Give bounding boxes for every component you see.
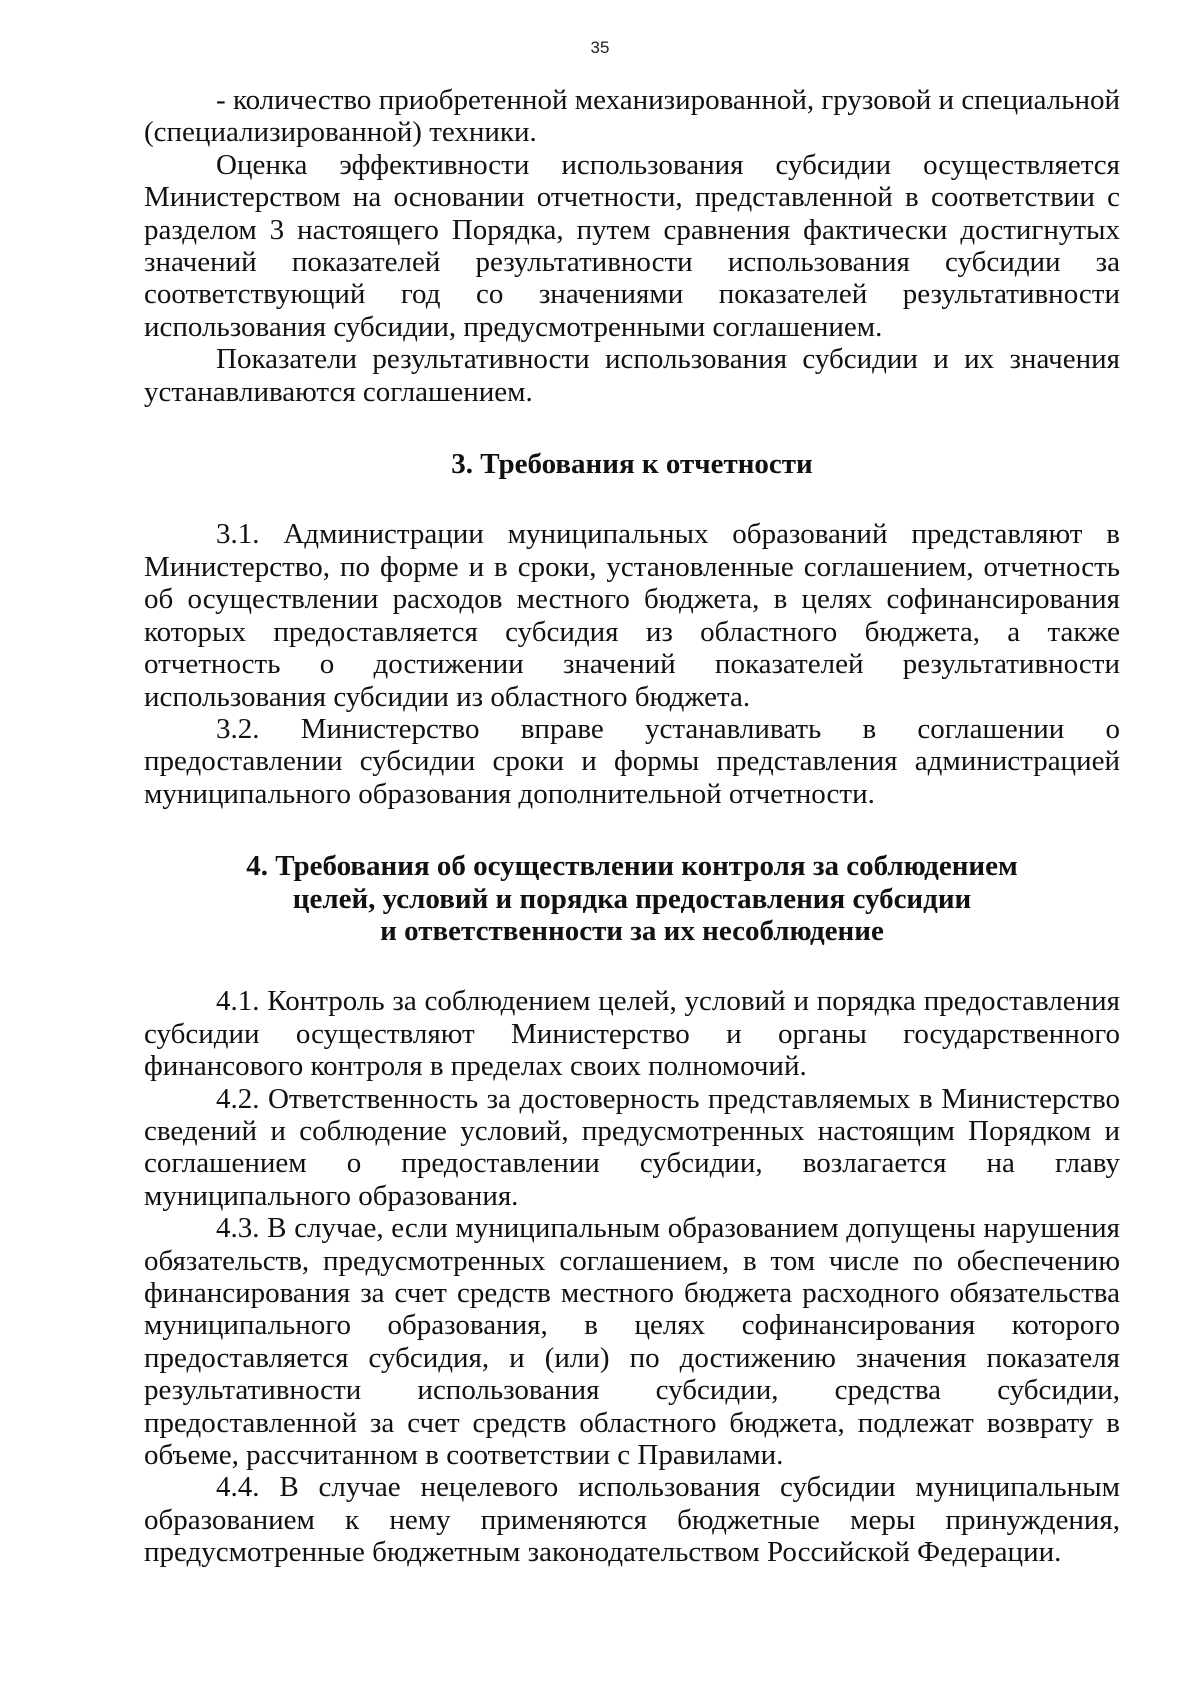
paragraph-3-1: 3.1. Администрации муниципальных образований представляют в Министерство, по форме и в сроки, установленные соглашением, отчетность об осуществлении расходов местного бюджета, в целях софинансирования которых предоставляется субсидия из областного бюджета, а также отчетность о достижении значений показателей результативности использования субсидии из областного бюджета.: [144, 518, 1120, 713]
section-3-heading: 3. Требования к отчетности: [451, 448, 813, 481]
spacer: [144, 947, 1120, 985]
spacer: [144, 408, 1120, 448]
paragraph-4-3: 4.3. В случае, если муниципальным образованием допущены нарушения обязательств, предусмотренных соглашением, в том числе по обеспечению финансирования за счет средств местного бюджета расходного обязательства муниципального образования, в целях софинансирования которого предоставляется субсидия, и (или) по достижению значения показателя результативности использования субсидии, средства субсидии, предоставленной за счет средств областного бюджета, подлежат возврату в объеме, рассчитанном в соответствии с Правилами.: [144, 1212, 1120, 1472]
paragraph-efficiency-evaluation: Оценка эффективности использования субсидии осуществляется Министерством на основании отчетности, представленной в соответствии с разделом 3 настоящего Порядка, путем сравнения фактически достигнутых значений показателей результативности использования субсидии за соответствующий год со значениями показателей результативности использования субсидии, предусмотренными соглашением.: [144, 148, 1120, 343]
paragraph-4-4: 4.4. В случае нецелевого использования субсидии муниципальным образованием к нему применяются бюджетные меры принуждения, предусмотренные бюджетным законодательством Российской Федерации.: [144, 1471, 1120, 1569]
page-number: 35: [590, 38, 610, 57]
paragraph-4-2: 4.2. Ответственность за достоверность представляемых в Министерство сведений и соблюдение условий, предусмотренных настоящим Порядком и соглашением о предоставлении субсидии, возлагается на главу муниципального образования.: [144, 1082, 1120, 1212]
paragraph-indicators: Показатели результативности использования субсидии и их значения устанавливаются соглашением.: [144, 343, 1120, 408]
document-body: [144, 84, 1120, 1569]
paragraph-equipment-count: - количество приобретенной механизированной, грузовой и специальной (специализированной) техники.: [144, 84, 1120, 149]
section-4-heading-line-3: и ответственности за их несоблюдение: [380, 914, 884, 947]
spacer: [144, 810, 1120, 850]
paragraph-4-1: 4.1. Контроль за соблюдением целей, условий и порядка предоставления субсидии осуществляют Министерство и органы государственного финансового контроля в пределах своих полномочий.: [144, 985, 1120, 1083]
section-4-heading-line-2: целей, условий и порядка предоставления субсидии: [292, 882, 972, 915]
paragraph-3-2: 3.2. Министерство вправе устанавливать в соглашении о предоставлении субсидии сроки и формы представления администрацией муниципального образования дополнительной отчетности.: [144, 712, 1120, 810]
section-4-heading-line-1: 4. Требования об осуществлении контроля за соблюдением: [246, 850, 1018, 883]
section-4-heading: [144, 850, 1120, 947]
spacer: [144, 480, 1120, 518]
